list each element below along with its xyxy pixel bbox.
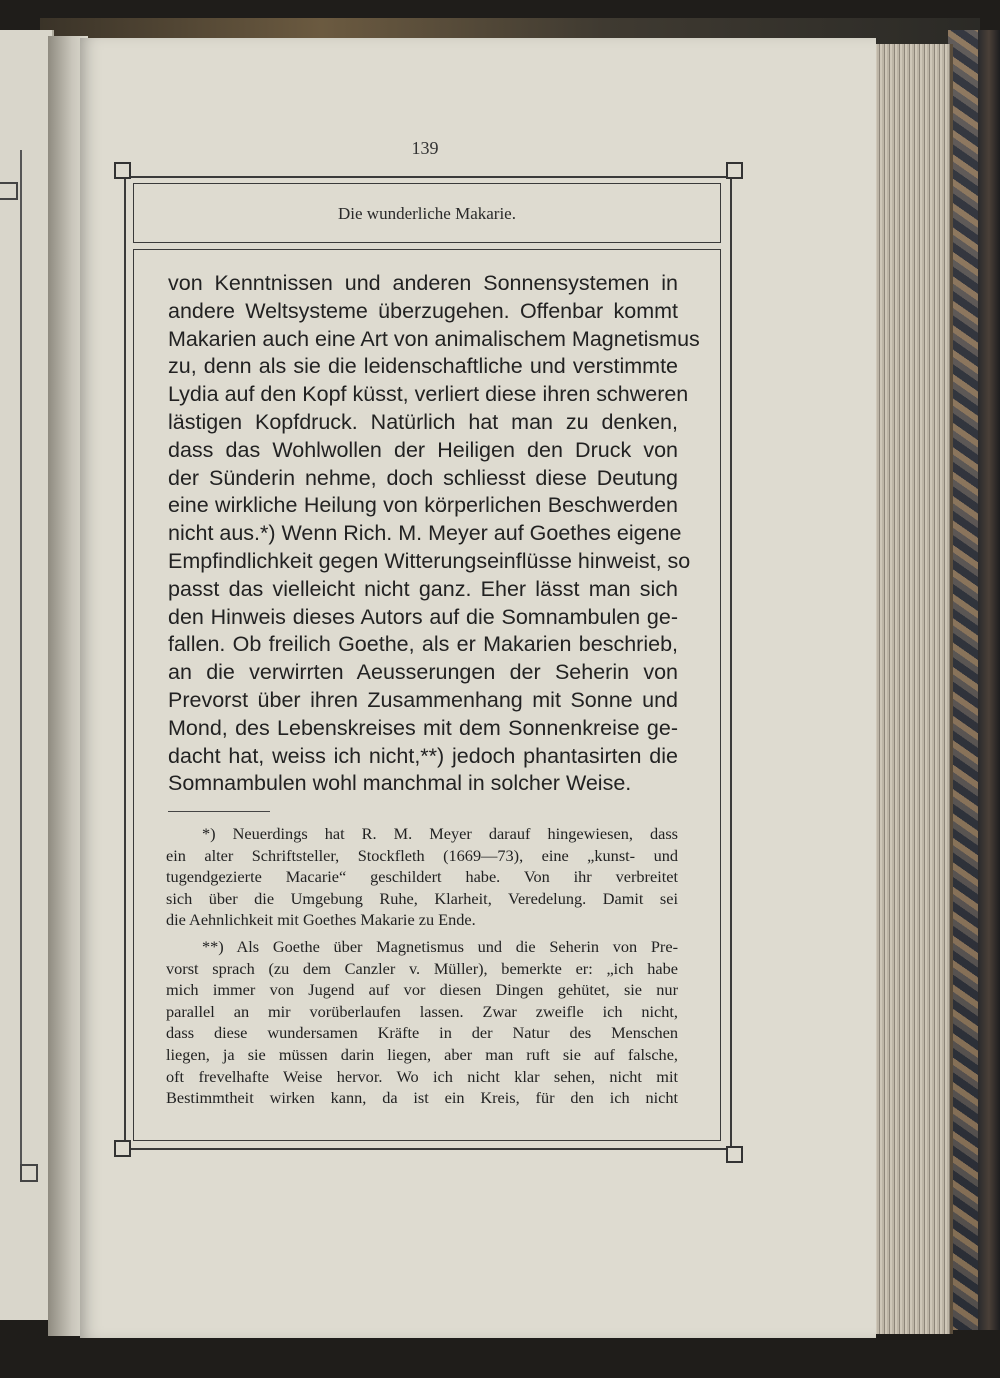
running-head: Die wunderliche Makarie. xyxy=(338,204,516,223)
text-line: Makarien auch eine Art von animalischem Magnetismus xyxy=(168,326,700,351)
text-line: Empfindlichkeit gegen Witterungseinflüsse hinweist, so xyxy=(168,548,691,573)
left-page-frame xyxy=(0,150,22,1170)
left-frame-corner-top xyxy=(0,182,18,200)
footnote-line: die Aehnlichkeit mit Goethes Makarie zu Ende. xyxy=(166,910,476,930)
text-line: andere Weltsysteme überzugehen. Offenbar kommt xyxy=(168,298,678,323)
text-line: dacht hat, weiss ich nicht,**) jedoch phantasirten die xyxy=(168,743,678,768)
text-line: nicht aus.*) Wenn Rich. M. Meyer auf Goethes eigene xyxy=(168,521,682,546)
text-line: den Hinweis dieses Autors auf die Somnambulen ge- xyxy=(168,604,678,629)
footnote-line: Bestimmtheit wirken kann, da ist ein Kreis, für den ich nicht xyxy=(166,1088,678,1108)
text-line: Lydia auf den Kopf küsst, verliert diese ihren schweren xyxy=(168,382,689,407)
text-line: Somnambulen wohl manchmal in solcher Weise. xyxy=(168,771,632,796)
frame-corner-bottom-right xyxy=(726,1146,743,1163)
text-line: von Kenntnissen und anderen Sonnensystemen in xyxy=(168,271,678,295)
footnotes xyxy=(166,823,678,1109)
footnote-line: *) Neuerdings hat R. M. Meyer darauf hingewiesen, dass xyxy=(202,824,678,843)
footnote-line: liegen, ja sie müssen darin liegen, aber man ruft sie auf falsche, xyxy=(166,1044,678,1064)
text-line: zu, denn als sie die leidenschaftliche und verstimmte xyxy=(168,354,678,379)
left-page xyxy=(0,30,54,1320)
footnote-line: **) Als Goethe über Magnetismus und die Seherin von Pre- xyxy=(202,936,678,956)
footnote-line: tugendgezierte Macarie“ geschildert habe. Von ihr verbreitet xyxy=(166,867,678,887)
text-line: an die verwirrten Aeusserungen der Seherin von xyxy=(168,660,678,685)
footnote-line: mich immer von Jugend auf vor diesen Dingen gehütet, sie nur xyxy=(166,980,678,1000)
page-edges xyxy=(872,44,953,1334)
text-line: passt das vielleicht nicht ganz. Eher lässt man sich xyxy=(168,576,678,601)
text-line: Prevorst über ihren Zusammenhang mit Sonne und xyxy=(168,687,678,712)
footnote-line: dass diese wundersamen Kräfte in der Natur des Menschen xyxy=(166,1023,678,1043)
text-line: lästigen Kopfdruck. Natürlich hat man zu denken, xyxy=(168,409,678,434)
footnote-line: vorst sprach (zu dem Canzler v. Müller), bemerkte er: „ich habe xyxy=(166,958,678,978)
footnote-rule xyxy=(168,811,270,812)
page-number: 139 xyxy=(411,138,439,158)
footnote-line: ein alter Schriftsteller, Stockfleth (1669—73), eine „kunst- und xyxy=(166,845,678,865)
text-line: eine wirkliche Heilung von körperlichen Beschwerden xyxy=(168,493,678,518)
frame-corner-top-right xyxy=(726,162,743,179)
main-text xyxy=(168,270,700,798)
footnote-1 xyxy=(166,823,678,931)
footnote-line: parallel an mir vorüberlaufen lassen. Zwar zweifle ich nicht, xyxy=(166,1001,678,1021)
footnote-line: oft frevelhafte Weise hervor. Wo ich nicht klar sehen, nicht mit xyxy=(166,1066,678,1086)
footnote-line: sich über die Umgebung Ruhe, Klarheit, Veredelung. Damit sei xyxy=(166,888,678,908)
text-line: fallen. Ob freilich Goethe, als er Makarien beschrieb, xyxy=(168,632,678,657)
left-frame-corner-bottom xyxy=(20,1164,38,1182)
footnote-2 xyxy=(166,936,678,1109)
frame-corner-top-left xyxy=(114,162,131,179)
frame-corner-bottom-left xyxy=(114,1140,131,1157)
text-line: dass das Wohlwollen der Heiligen den Druck von xyxy=(168,437,678,462)
text-line: der Sünderin nehme, doch schliesst diese Deutung xyxy=(168,465,678,490)
cover-spine-edge xyxy=(978,30,1000,1330)
text-line: Mond, des Lebenskreises mit dem Sonnenkreise ge- xyxy=(168,715,678,740)
